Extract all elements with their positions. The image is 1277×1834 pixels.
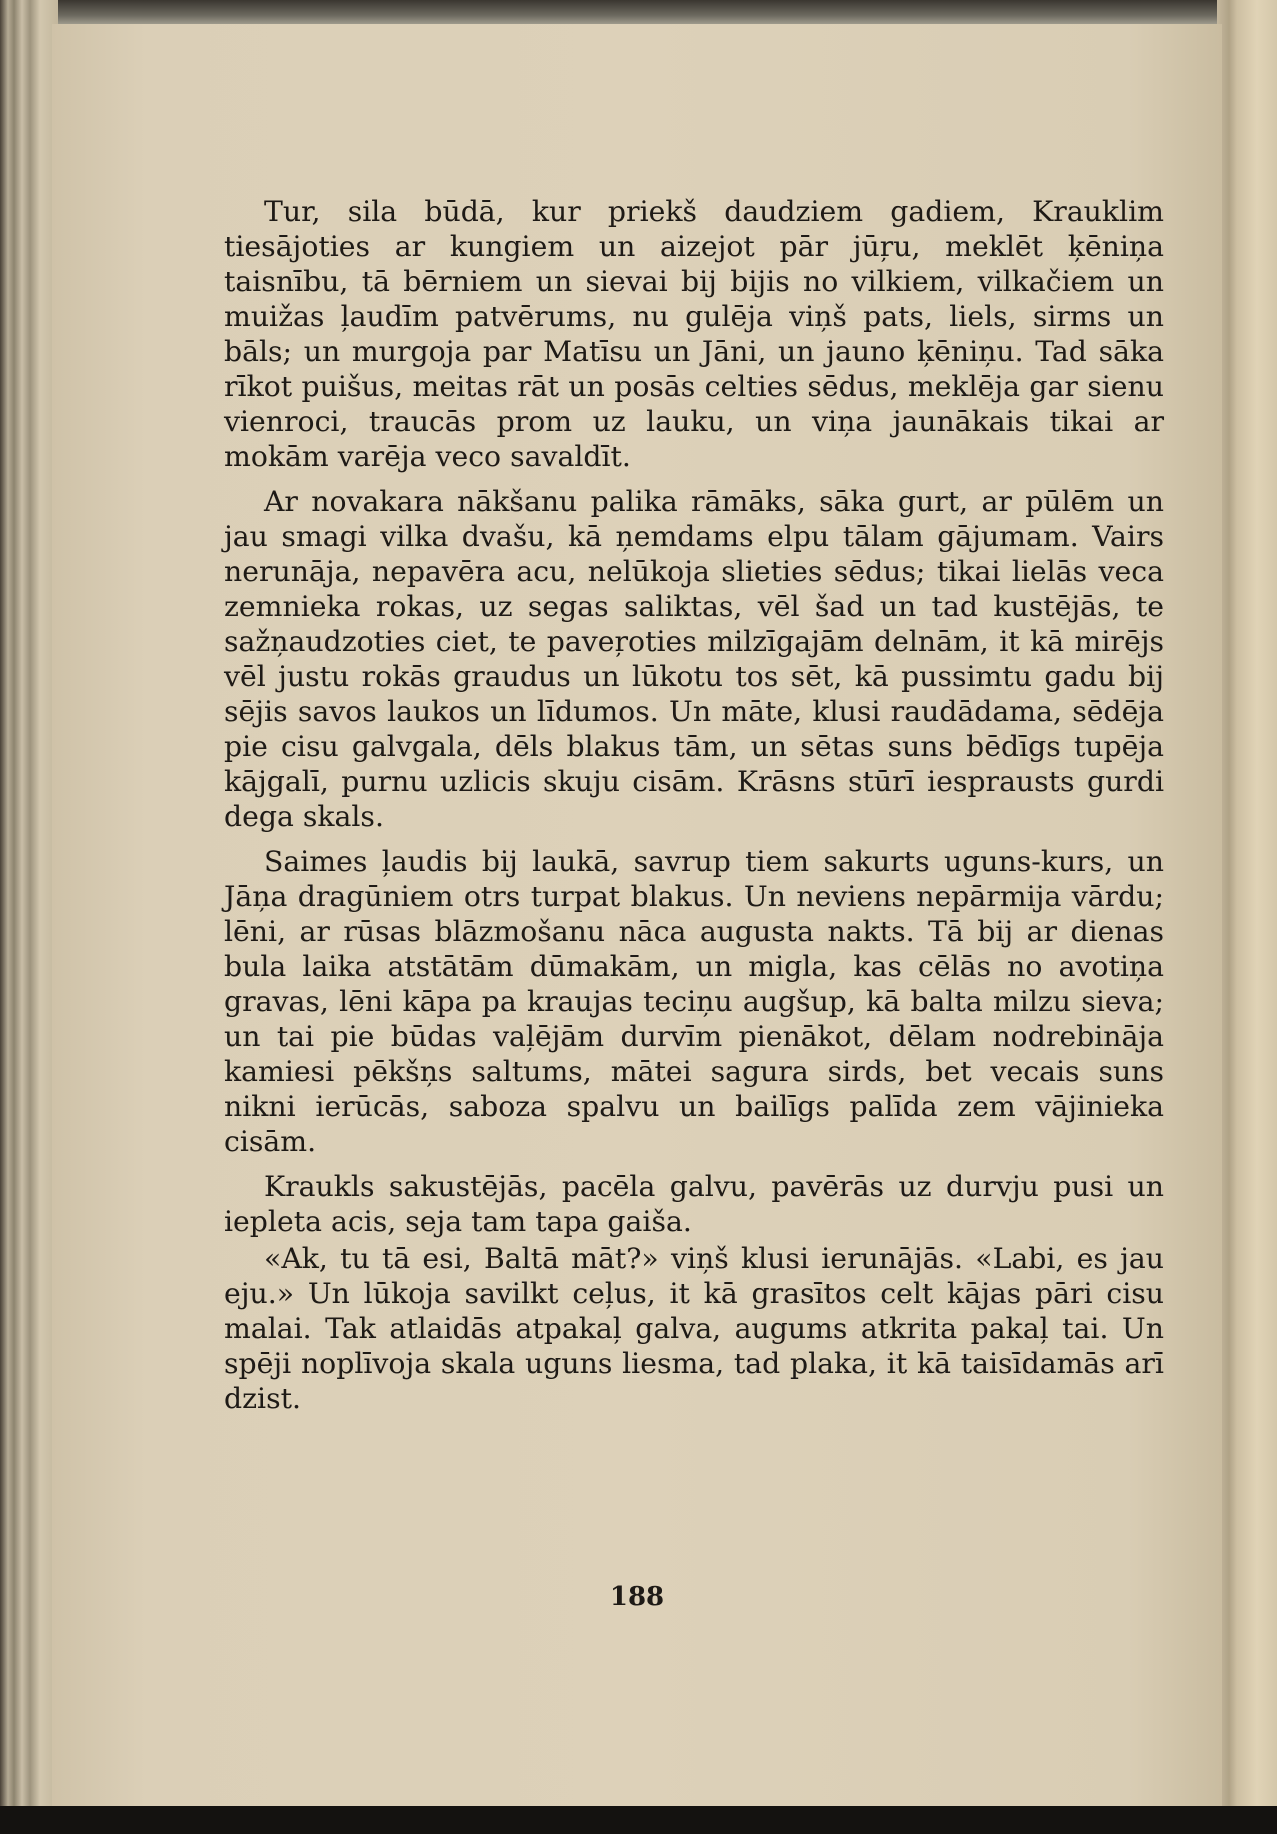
paragraph: Ar novakara nākšanu palika rāmāks, sāka gurt, ar pūlēm un jau smagi vilka dvašu, kā ņemdams elpu tālam gājumam. Vairs nerunāja, nepavēra acu, nelūkoja slieties sēdus; tikai lielās veca zemnieka rokas, uz segas saliktas, vēl šad un tad kustējās, te sažņaudzoties ciet, te paveŗoties milzīgajām delnām, it kā mirējs vēl justu rokās graudus un lūkotu tos sēt, kā pussimtu gadu bij sējis savos laukos un līdumos. Un māte, klusi raudādama, sēdēja pie cisu galvgala, dēls blakus tām, un sētas suns bēdīgs tupēja kājgalī, purnu uzlicis skuju cisām. Krāsns stūrī iesprausts gurdi dega skals. bbox=[224, 485, 1164, 833]
paragraph: Saimes ļaudis bij laukā, savrup tiem sakurts uguns-kurs, un Jāņa dragūniem otrs turpat blakus. Un neviens nepārmija vārdu; lēni, ar rūsas blāzmošanu nāca augusta nakts. Tā bij ar dienas bula laika atstātām dūmakām, un migla, kas cēlās no avotiņa gravas, lēni kāpa pa kraujas teciņu augšup, kā balta milzu sieva; un tai pie būdas vaļējām durvīm pienākot, dēlam nodrebināja kamiesi pēkšņs saltums, mātei sagura sirds, bet vecais suns nikni ierūcās, saboza spalvu un bailīgs palīda zem vājinieka cisām. bbox=[224, 845, 1164, 1158]
left-page-stack-edge bbox=[0, 0, 58, 1834]
paragraph: Tur, sila būdā, kur priekš daudziem gadiem, Krauklim tiesājoties ar kungiem un aizejot pār jūŗu, meklēt ķēniņa taisnību, tā bērniem un sievai bij bijis no vilkiem, vilkačiem un muižas ļaudīm patvērums, nu gulēja viņš pats, liels, sirms un bāls; un murgoja par Matīsu un Jāni, un jauno ķēniņu. Tad sāka rīkot puišus, meitas rāt un posās celties sēdus, meklēja gar sienu vienroci, traucās prom uz lauku, un viņa jaunākais tikai ar mokām varēja veco savaldīt. bbox=[224, 195, 1164, 473]
paragraph: «Ak, tu tā esi, Baltā māt?» viņš klusi ierunājās. «Labi, es jau eju.» Un lūkoja savilkt ceļus, it kā grasītos celt kājas pāri cisu malai. Tak atlaidās atpakaļ galva, augums atkrita pakaļ tai. Un spēji noplīvoja skala uguns liesma, tad plaka, it kā taisīdamās arī dzist. bbox=[224, 1242, 1164, 1415]
top-binding-edge bbox=[0, 0, 1277, 26]
body-text bbox=[224, 194, 1164, 1416]
book-page bbox=[52, 24, 1222, 1808]
paragraph: Kraukls sakustējās, pacēla galvu, pavērās uz durvju pusi un iepleta acis, seja tam tapa gaiša. bbox=[224, 1170, 1164, 1238]
right-gutter-edge bbox=[1217, 0, 1277, 1834]
bottom-shadow-edge bbox=[0, 1806, 1277, 1834]
page-number: 188 bbox=[609, 1582, 665, 1612]
